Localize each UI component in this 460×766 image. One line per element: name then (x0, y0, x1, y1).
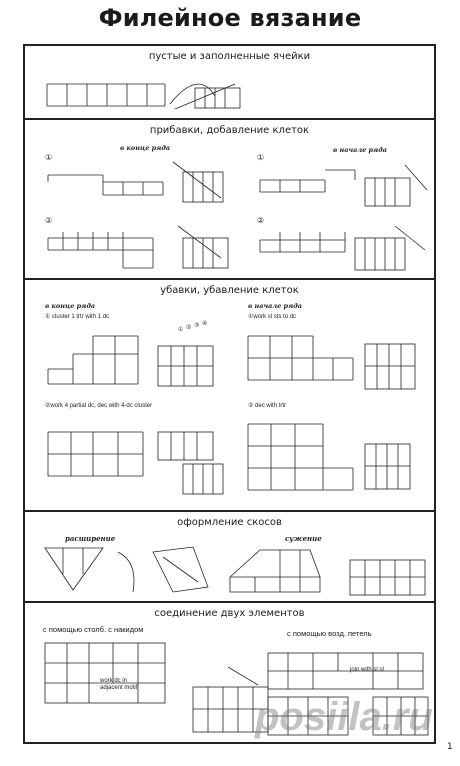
section-empty-filled-cells (25, 46, 434, 120)
caption-narrowing: сужение (285, 534, 322, 543)
caption-end-of-row: в конце ряда (45, 302, 96, 310)
mark-right-2: ② (257, 216, 265, 225)
caption-dc-join: с помощью столб. с накидом (43, 625, 144, 634)
dc-join-diagram (43, 637, 273, 737)
diagram-frame (23, 44, 436, 744)
section-title: убавки, убавление клеток (160, 285, 299, 296)
widening-diagram (43, 542, 233, 600)
mark-left-1: ① (45, 153, 53, 162)
note-join-sl-st: join with sl st (350, 667, 385, 673)
caption-start-of-row: в начале ряда (248, 302, 302, 310)
mark-right-1: ① (257, 153, 265, 162)
page-title: Филейное вязание (98, 4, 362, 32)
decrease-end-row-diagram (43, 324, 233, 504)
mini-mark-2: ② (186, 325, 192, 331)
decrease-start-row-diagram (243, 324, 428, 504)
note-work-dc-in: work dc in (100, 678, 128, 684)
section-decreases (25, 280, 434, 512)
mark-left-2: ② (45, 216, 53, 225)
section-increases (25, 120, 434, 280)
increase-end-row-diagram (43, 160, 233, 275)
empty-filled-cells-diagram (45, 74, 245, 118)
caption-widening: расширение (65, 534, 116, 543)
narrowing-diagram (225, 542, 430, 600)
section-title: соединение двух элементов (154, 608, 305, 619)
section-title: оформление скосов (177, 517, 282, 528)
mini-mark-3: ③ (194, 323, 200, 329)
note-dec-trtr: ② dec with trtr (248, 403, 287, 409)
note-partial-dc: ②work 4 partial dc, dec with 4-dc cluster (45, 403, 153, 409)
caption-end-of-row: в конце ряда (120, 144, 171, 152)
increase-start-row-diagram (255, 160, 430, 275)
mini-mark-1: ① (178, 327, 184, 333)
watermark-logo: posiila.ru (255, 695, 433, 739)
note-adjacent-motif: adjacent motif (100, 685, 138, 691)
mini-mark-4: ④ (202, 321, 208, 327)
note-cluster: ① cluster 1 trtr with 1 dc (45, 314, 110, 320)
section-title: прибавки, добавление клеток (149, 125, 310, 136)
section-title: пустые и заполненные ячейки (148, 51, 311, 62)
caption-start-of-row: в начале ряда (333, 146, 387, 154)
section-slants (25, 512, 434, 603)
caption-chain-join: с помощью возд. петель (287, 629, 372, 638)
page-number: 1 (447, 742, 453, 752)
note-sl-sts: ①work sl sts to dc (248, 314, 297, 320)
